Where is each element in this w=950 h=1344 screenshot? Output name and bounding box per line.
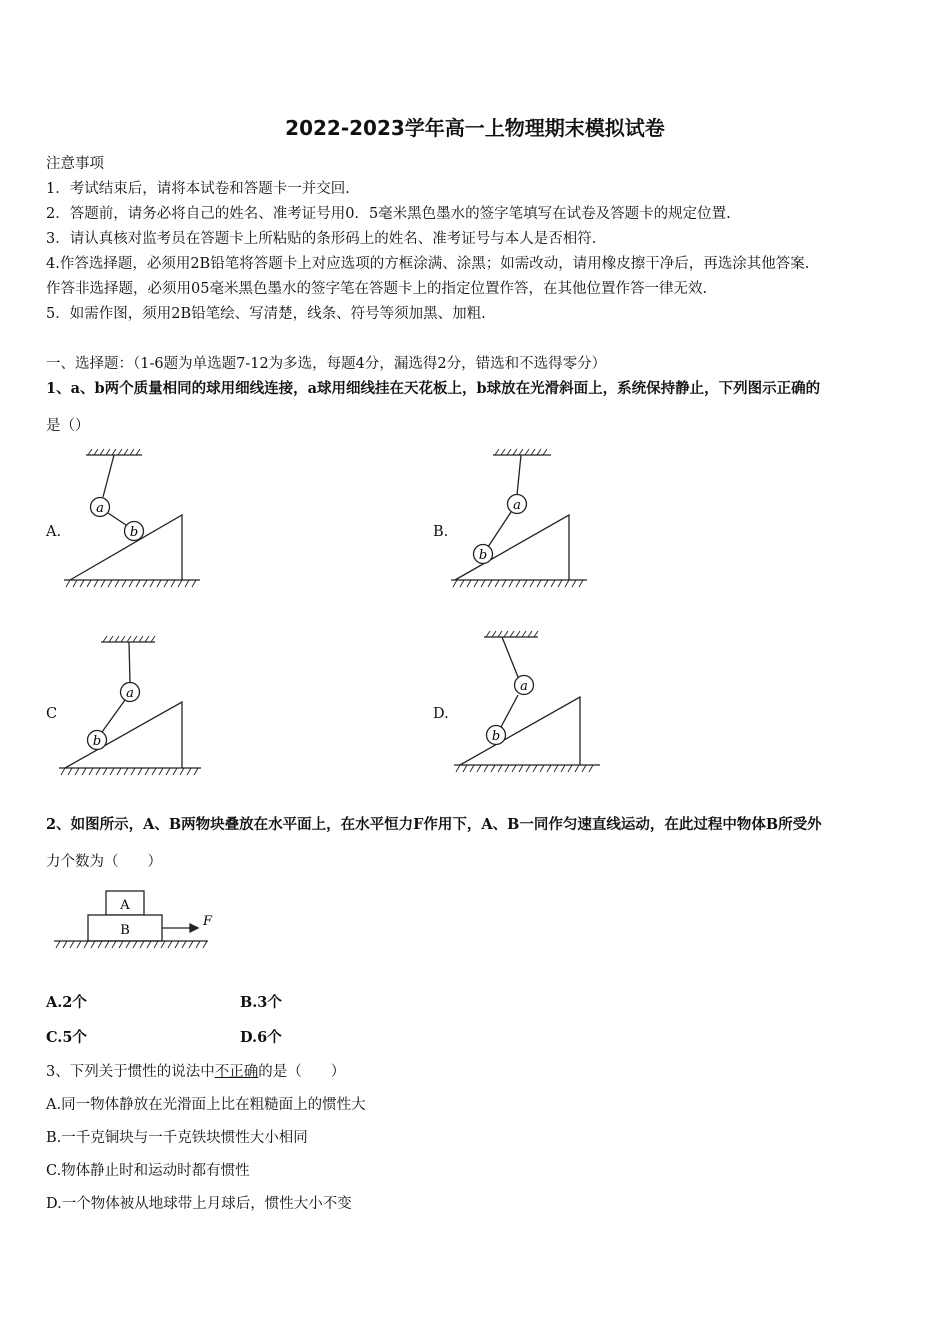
notice-item-4b: 作答非选择题，必须用05毫米黑色墨水的签字笔在答题卡上的指定位置作答，在其他位置作答一律无效. (46, 281, 708, 297)
q3-option-b: B.一千克铜块与一千克铁块惯性大小相同 (46, 1130, 308, 1146)
q2-option-d: D.6个 (240, 1029, 282, 1046)
notice-item-2: 2．答题前，请务必将自己的姓名、准考证号用0．5毫米黑色墨水的签字笔填写在试卷及答题卡的规定位置. (46, 206, 731, 222)
force-label: F (203, 914, 213, 929)
notice-item-4: 4.作答选择题，必须用2B铅笔将答题卡上对应选项的方框涂满、涂黑；如需改动，请用橡皮擦干净后，再选涂其他答案. (46, 256, 810, 272)
q3-stem-underline: 不正确 (214, 1064, 259, 1080)
q1-figure-b (447, 445, 597, 595)
q3-stem-pre: 3、下列关于惯性的说法中 (46, 1064, 215, 1080)
q1-stem: 1、a、b两个质量相同的球用细线连接，a球用细线挂在天花板上，b球放在光滑斜面上，系统保持静止，下列图示正确的 (46, 380, 821, 397)
ball-b-label: b (491, 729, 501, 744)
q2-option-a: A.2个 (46, 994, 87, 1011)
q2-option-b: B.3个 (240, 994, 282, 1011)
ball-a-label: a (520, 679, 528, 694)
q2-stem-end: 力个数为（ ） (46, 854, 162, 870)
q1-figure-d (450, 625, 605, 775)
ball-b-label: b (92, 734, 102, 749)
notice-item-3: 3．请认真核对监考员在答题卡上所粘贴的条形码上的姓名、准考证号与本人是否相符. (46, 231, 597, 247)
q1-option-d-label: D. (433, 706, 449, 722)
section-heading: 一、选择题：（1-6题为单选题7-12为多选，每题4分，漏选得2分，错选和不选得零分） (46, 356, 607, 372)
q1-figure-c (55, 630, 210, 780)
q1-option-a-label: A. (46, 524, 62, 540)
q1-option-c-label: C (46, 706, 58, 722)
ball-b-label: b (129, 525, 139, 540)
q3-option-a: A.同一物体静放在光滑面上比在粗糙面上的惯性大 (46, 1097, 366, 1113)
q1-stem-end: 是（） (46, 418, 90, 434)
notice-item-5: 5．如需作图，须用2B铅笔绘、写清楚，线条、符号等须加黑、加粗. (46, 306, 486, 322)
notice-heading: 注意事项 (46, 156, 104, 172)
ball-a-label: a (126, 686, 134, 701)
ball-b-label: b (478, 548, 488, 563)
q3-option-d: D.一个物体被从地球带上月球后，惯性大小不变 (46, 1196, 352, 1212)
page-title: 2022-2023学年高一上物理期末模拟试卷 (285, 116, 665, 140)
q2-stem: 2、如图所示，A、B两物块叠放在水平面上，在水平恒力F作用下，A、B一同作匀速直线运动，在此过程中物体B所受外 (46, 816, 822, 833)
block-b-label: B (120, 923, 130, 938)
ball-a-label: a (513, 498, 521, 513)
q3-option-c: C.物体静止时和运动时都有惯性 (46, 1163, 250, 1179)
q3-stem-post: 的是（ ） (258, 1064, 346, 1080)
ball-a-label: a (96, 501, 104, 516)
block-a-label: A (120, 898, 130, 913)
q2-figure (50, 885, 220, 965)
q2-option-c: C.5个 (46, 1029, 87, 1046)
q1-figure-a (60, 445, 210, 595)
notice-item-1: 1．考试结束后，请将本试卷和答题卡一并交回. (46, 181, 350, 197)
q3-stem (46, 1060, 345, 1081)
q1-option-b-label: B. (433, 524, 449, 540)
